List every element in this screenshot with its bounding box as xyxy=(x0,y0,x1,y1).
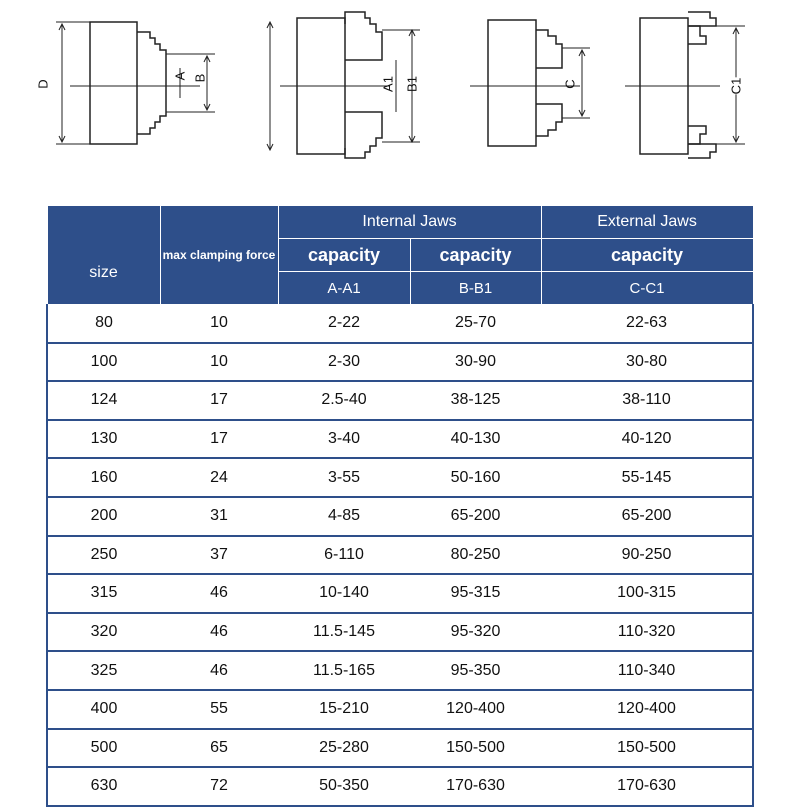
cell-force: 55 xyxy=(160,690,278,729)
cell-capacity-b: 95-350 xyxy=(410,651,541,690)
cell-size: 100 xyxy=(47,343,160,382)
cell-size: 160 xyxy=(47,458,160,497)
table-row xyxy=(47,574,753,613)
cell-capacity-b: 120-400 xyxy=(410,690,541,729)
cell-size: 80 xyxy=(47,305,160,343)
cell-force: 65 xyxy=(160,729,278,768)
label-c: C xyxy=(562,79,578,89)
cell-capacity-b: 80-250 xyxy=(410,536,541,575)
cell-capacity-a: 2.5-40 xyxy=(278,381,410,420)
cell-capacity-c: 170-630 xyxy=(541,767,753,806)
cell-capacity-b: 95-320 xyxy=(410,613,541,652)
diagram-internal-small xyxy=(56,22,215,144)
cell-capacity-c: 22-63 xyxy=(541,305,753,343)
cell-capacity-c: 110-340 xyxy=(541,651,753,690)
header-range-a: A-A1 xyxy=(278,272,410,305)
table-header xyxy=(47,206,753,305)
table-row xyxy=(47,497,753,536)
cell-capacity-c: 40-120 xyxy=(541,420,753,459)
header-internal-jaws: Internal Jaws xyxy=(278,206,541,239)
cell-capacity-a: 4-85 xyxy=(278,497,410,536)
table-row xyxy=(47,690,753,729)
cell-capacity-a: 15-210 xyxy=(278,690,410,729)
cell-force: 72 xyxy=(160,767,278,806)
header-external-jaws: External Jaws xyxy=(541,206,753,239)
cell-force: 37 xyxy=(160,536,278,575)
cell-capacity-b: 50-160 xyxy=(410,458,541,497)
label-a: A xyxy=(172,71,188,81)
cell-size: 315 xyxy=(47,574,160,613)
header-range-b: B-B1 xyxy=(410,272,541,305)
cell-force: 46 xyxy=(160,574,278,613)
label-a1: A1 xyxy=(380,76,396,92)
header-capacity-b: capacity xyxy=(410,239,541,272)
cell-capacity-b: 65-200 xyxy=(410,497,541,536)
cell-force: 46 xyxy=(160,651,278,690)
cell-capacity-a: 10-140 xyxy=(278,574,410,613)
cell-capacity-c: 100-315 xyxy=(541,574,753,613)
chuck-diagrams xyxy=(0,0,800,200)
diagram-internal-large xyxy=(267,12,420,158)
cell-capacity-a: 25-280 xyxy=(278,729,410,768)
label-b: B xyxy=(192,73,208,83)
table-row xyxy=(47,343,753,382)
cell-capacity-c: 65-200 xyxy=(541,497,753,536)
header-capacity-c: capacity xyxy=(541,239,753,272)
cell-capacity-b: 38-125 xyxy=(410,381,541,420)
cell-size: 124 xyxy=(47,381,160,420)
label-c1: C1 xyxy=(728,77,744,95)
cell-capacity-b: 30-90 xyxy=(410,343,541,382)
cell-capacity-a: 2-22 xyxy=(278,305,410,343)
cell-capacity-a: 11.5-145 xyxy=(278,613,410,652)
cell-capacity-b: 150-500 xyxy=(410,729,541,768)
label-b1: B1 xyxy=(404,76,420,92)
header-max-clamping-force: max clamping force xyxy=(160,206,278,305)
cell-force: 31 xyxy=(160,497,278,536)
cell-capacity-c: 150-500 xyxy=(541,729,753,768)
table-row xyxy=(47,729,753,768)
cell-capacity-c: 38-110 xyxy=(541,381,753,420)
cell-capacity-a: 50-350 xyxy=(278,767,410,806)
cell-capacity-a: 3-40 xyxy=(278,420,410,459)
chuck-spec-table xyxy=(46,205,754,807)
cell-capacity-c: 110-320 xyxy=(541,613,753,652)
cell-capacity-b: 170-630 xyxy=(410,767,541,806)
table-row xyxy=(47,613,753,652)
cell-size: 320 xyxy=(47,613,160,652)
header-range-c: C-C1 xyxy=(541,272,753,305)
table-row xyxy=(47,420,753,459)
cell-force: 10 xyxy=(160,305,278,343)
cell-capacity-a: 11.5-165 xyxy=(278,651,410,690)
cell-capacity-c: 30-80 xyxy=(541,343,753,382)
cell-capacity-b: 40-130 xyxy=(410,420,541,459)
cell-size: 250 xyxy=(47,536,160,575)
header-capacity-a: capacity xyxy=(278,239,410,272)
cell-size: 400 xyxy=(47,690,160,729)
table-row xyxy=(47,305,753,343)
table-body xyxy=(47,305,753,806)
cell-capacity-a: 3-55 xyxy=(278,458,410,497)
cell-capacity-c: 55-145 xyxy=(541,458,753,497)
header-size: size xyxy=(47,206,160,305)
chuck-diagram-drawings xyxy=(0,0,800,200)
cell-size: 630 xyxy=(47,767,160,806)
cell-capacity-a: 6-110 xyxy=(278,536,410,575)
cell-force: 46 xyxy=(160,613,278,652)
table-row xyxy=(47,458,753,497)
cell-force: 17 xyxy=(160,381,278,420)
cell-capacity-b: 95-315 xyxy=(410,574,541,613)
cell-capacity-b: 25-70 xyxy=(410,305,541,343)
table-row xyxy=(47,536,753,575)
cell-force: 17 xyxy=(160,420,278,459)
cell-size: 130 xyxy=(47,420,160,459)
cell-capacity-c: 90-250 xyxy=(541,536,753,575)
cell-size: 500 xyxy=(47,729,160,768)
cell-capacity-c: 120-400 xyxy=(541,690,753,729)
table-row xyxy=(47,381,753,420)
label-d: D xyxy=(35,79,51,89)
cell-capacity-a: 2-30 xyxy=(278,343,410,382)
table-row xyxy=(47,651,753,690)
cell-size: 200 xyxy=(47,497,160,536)
cell-size: 325 xyxy=(47,651,160,690)
cell-force: 24 xyxy=(160,458,278,497)
cell-force: 10 xyxy=(160,343,278,382)
